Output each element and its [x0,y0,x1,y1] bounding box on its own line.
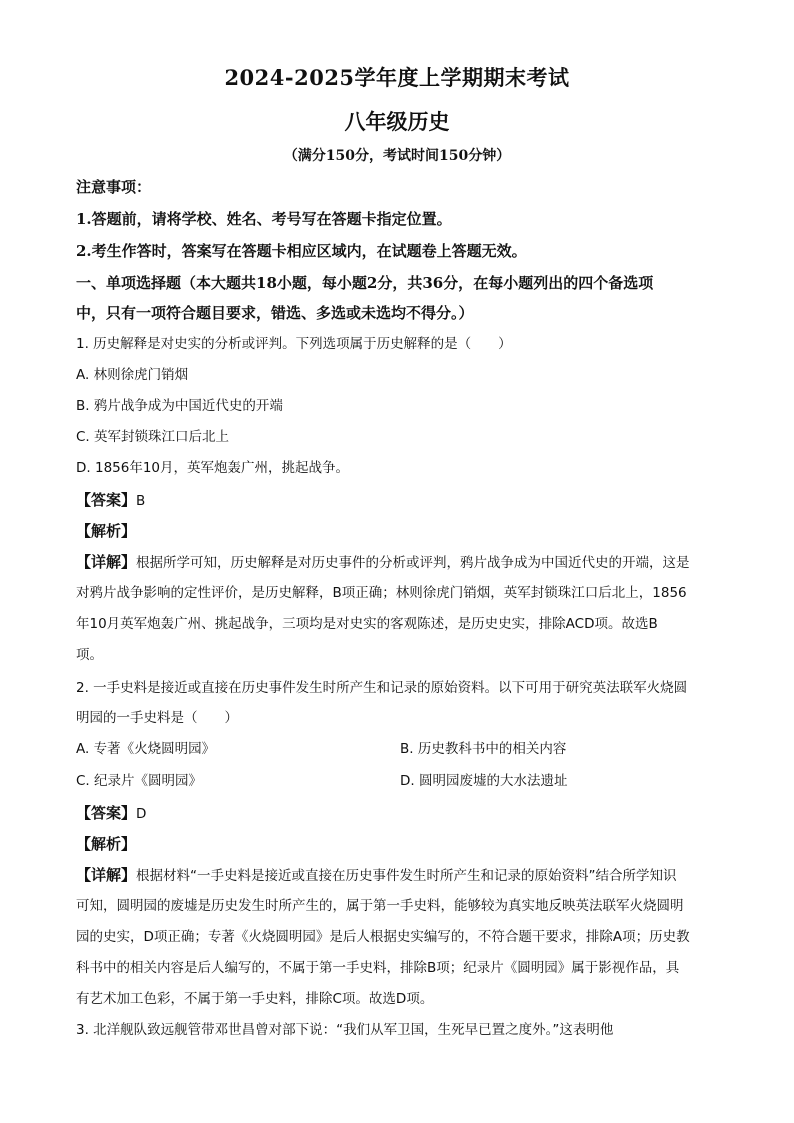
answer-line [76,490,716,511]
exam-subject: 八年级历史 [344,109,450,134]
detail-line [76,865,716,886]
option-d: D. 圆明园废墟的大水法遗址 [400,773,568,789]
question-stem: 明园的一手史料是（ ） [76,710,238,726]
note-item: 1.答题前，请将学校、姓名、考号写在答题卡指定位置。 [76,210,452,228]
exam-title: 2024-2025学年度上学期期末考试 [224,65,570,90]
question-stem: 2. 一手史料是接近或直接在历史事件发生时所产生和记录的原始资料。以下可用于研究英法联军火烧圆 [76,680,688,696]
answer-line [76,803,716,824]
analysis-tag: 【解析】 [76,522,137,540]
note-item: 2.考生作答时，答案写在答题卡相应区域内，在试题卷上答题无效。 [76,242,527,260]
option-d: D. 1856年10月，英军炮轰广州，挑起战争。 [76,460,350,476]
option-b: B. 鸦片战争成为中国近代史的开端 [76,398,283,414]
detail-text: 根据所学可知，历史解释是对历史事件的分析或评判，鸦片战争成为中国近代史的开端，这是 [136,555,690,571]
answer-value: B [136,493,146,509]
option-a: A. 专著《火烧圆明园》 [76,741,216,757]
answer-value: D [136,806,147,822]
option-c: C. 英军封锁珠江口后北上 [76,429,230,445]
option-b: B. 历史教科书中的相关内容 [400,741,567,757]
detail-tag: 【详解】 [76,553,137,571]
detail-text: 项。 [76,647,103,663]
detail-tag: 【详解】 [76,866,137,884]
question-stem: 1. 历史解释是对史实的分析或评判。下列选项属于历史解释的是（ ） [76,336,512,352]
exam-subtitle: （满分150分，考试时间150分钟） [283,148,511,164]
option-a: A. 林则徐虎门销烟 [76,367,189,383]
option-row [76,771,716,791]
answer-tag: 【答案】 [76,804,137,822]
detail-text: 有艺术加工色彩，不属于第一手史料，排除C项。故选D项。 [76,991,434,1007]
detail-text: 可知，圆明园的废墟是历史发生时所产生的，属于第一手史料，能够较为真实地反映英法联军火烧圆明 [76,898,684,914]
detail-text: 对鸦片战争影响的定性评价，是历史解释，B项正确；林则徐虎门销烟，英军封锁珠江口后北上，1856 [76,585,687,601]
option-row [76,739,716,759]
detail-text: 科书中的相关内容是后人编写的，不属于第一手史料，排除B项；纪录片《圆明园》属于影视作品，具 [76,960,680,976]
notes-heading: 注意事项： [76,178,152,196]
question-stem: 3. 北洋舰队致远舰管带邓世昌曾对部下说：“我们从军卫国，生死早已置之度外。”这表明他 [76,1022,614,1038]
option-c: C. 纪录片《圆明园》 [76,773,203,789]
section-heading: 中，只有一项符合题目要求，错选、多选或未选均不得分。） [76,304,474,322]
detail-line [76,552,716,573]
analysis-tag: 【解析】 [76,835,137,853]
detail-text: 年10月英军炮轰广州、挑起战争，三项均是对史实的客观陈述，是历史史实，排除ACD项。故选B [76,616,658,632]
answer-tag: 【答案】 [76,491,137,509]
detail-text: 园的史实，D项正确；专著《火烧圆明园》是后人根据史实编写的，不符合题干要求，排除A项；历史教 [76,929,690,945]
detail-text: 根据材料“一手史料是接近或直接在历史事件发生时所产生和记录的原始资料”结合所学知识 [136,868,677,884]
section-heading: 一、单项选择题（本大题共18小题，每小题2分，共36分，在每小题列出的四个备选项 [76,274,654,292]
